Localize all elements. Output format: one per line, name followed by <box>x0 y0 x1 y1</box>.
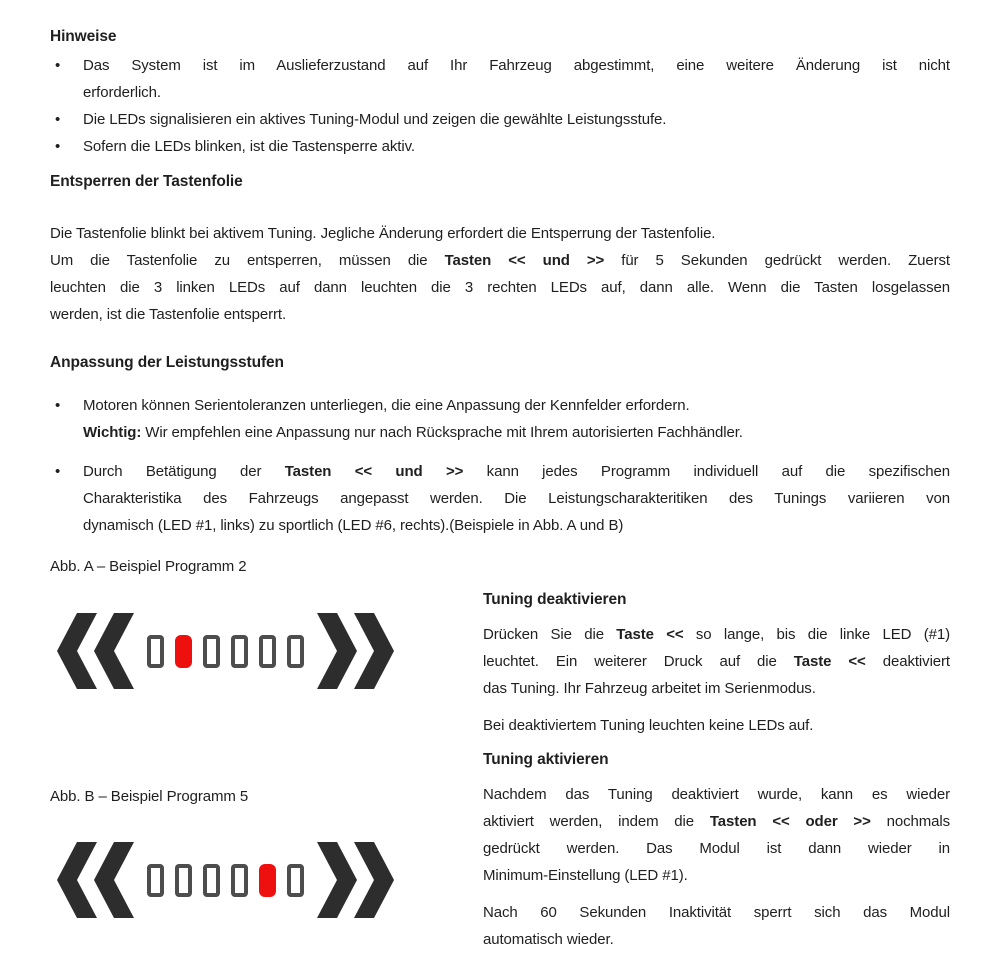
text-line: Nachdem das Tuning deaktiviert wurde, kann es wieder <box>483 786 950 803</box>
text-line: Sofern die LEDs blinken, ist die Tastensperre aktiv. <box>83 138 415 155</box>
led-1-off <box>147 635 164 668</box>
text-line: Die Tastenfolie blinkt bei aktivem Tuning. Jegliche Änderung erfordert die Entsperrung der Tastenfolie. <box>50 225 716 242</box>
led-row-a <box>147 635 304 668</box>
led-2-off <box>175 864 192 897</box>
section-heading-anpassung: Anpassung der Leistungsstufen <box>50 354 284 371</box>
bullet-marker: • <box>55 57 61 74</box>
figure-b-caption: Abb. B – Beispiel Programm 5 <box>50 788 249 805</box>
text-line: Die LEDs signalisieren ein aktives Tuning-Modul und zeigen die gewählte Leistungsstufe. <box>83 111 667 128</box>
bullet-text <box>83 106 950 133</box>
bullet-marker: • <box>55 138 61 155</box>
text-line: Nach 60 Sekunden Inaktivität sperrt sich das Modul <box>483 904 950 921</box>
led-3-off <box>203 864 220 897</box>
double-chevron-left-icon <box>57 842 135 918</box>
text-line: leuchten die 3 linken LEDs auf dann leuchten die 3 rechten LEDs auf, dann alle. Wenn die Tasten losgelassen <box>50 279 950 296</box>
text-line: Bei deaktiviertem Tuning leuchten keine LEDs auf. <box>483 717 814 734</box>
led-4-off <box>231 635 248 668</box>
figure-b-led-display <box>57 840 394 920</box>
double-chevron-right-icon <box>316 842 394 918</box>
led-5-off <box>259 635 276 668</box>
bullet-text <box>83 52 950 106</box>
text-line: leuchtet. Ein weiterer Druck auf die Taste << deaktiviert <box>483 653 951 670</box>
led-row-b <box>147 864 304 897</box>
text-line: erforderlich. <box>83 84 161 101</box>
text-line: dynamisch (LED #1, links) zu sportlich (LED #6, rechts).(Beispiele in Abb. A und B) <box>83 517 624 534</box>
text-line: automatisch wieder. <box>483 931 614 948</box>
bullet-text <box>83 458 950 539</box>
bullet-item <box>50 458 950 539</box>
heading-tuning-deaktivieren: Tuning deaktivieren <box>483 591 627 608</box>
text-line: Wichtig: Wir empfehlen eine Anpassung nur nach Rücksprache mit Ihrem autorisierten Fachhändler. <box>83 424 743 441</box>
led-2-on <box>175 635 192 668</box>
section-hinweise <box>50 26 950 160</box>
bullet-text <box>83 392 950 446</box>
paragraph <box>483 899 950 953</box>
led-5-on <box>259 864 276 897</box>
text-line: Das System ist im Auslieferzustand auf Ihr Fahrzeug abgestimmt, eine weitere Änderung ist nicht <box>83 57 950 74</box>
right-text-column <box>483 589 950 963</box>
bullet-item <box>50 133 950 160</box>
text-line: das Tuning. Ihr Fahrzeug arbeitet im Serienmodus. <box>483 680 816 697</box>
text-line: gedrückt werden. Das Modul ist dann wieder in <box>483 840 950 857</box>
text-line: Drücken Sie die Taste << so lange, bis die linke LED (#1) <box>483 626 950 643</box>
paragraph <box>50 220 950 328</box>
led-1-off <box>147 864 164 897</box>
bullet-item <box>50 106 950 133</box>
heading-tuning-aktivieren: Tuning aktivieren <box>483 751 609 768</box>
text-line: aktiviert werden, indem die Tasten << oder >> nochmals <box>483 813 950 830</box>
paragraph <box>483 712 950 739</box>
figure-a-led-display <box>57 611 394 691</box>
text-line: Durch Betätigung der Tasten << und >> kann jedes Programm individuell auf die spezifischen <box>83 463 950 480</box>
text-line: werden, ist die Tastenfolie entsperrt. <box>50 306 287 323</box>
bullet-marker: • <box>55 397 61 414</box>
bullet-item <box>50 52 950 106</box>
led-6-off <box>287 635 304 668</box>
bullet-marker: • <box>55 111 61 128</box>
text-line: Um die Tastenfolie zu entsperren, müssen die Tasten << und >> für 5 Sekunden gedrückt werden. Zuerst <box>50 252 951 269</box>
text-line: Charakteristika des Fahrzeugs angepasst werden. Die Leistungscharakteritiken des Tunings variieren von <box>83 490 950 507</box>
led-3-off <box>203 635 220 668</box>
section-heading-hinweise: Hinweise <box>50 28 117 45</box>
double-chevron-right-icon <box>316 613 394 689</box>
paragraph <box>483 621 950 702</box>
led-6-off <box>287 864 304 897</box>
bullet-marker: • <box>55 463 61 480</box>
text-line: Motoren können Serientoleranzen unterliegen, die eine Anpassung der Kennfelder erfordern. <box>83 397 690 414</box>
double-chevron-left-icon <box>57 613 135 689</box>
bullet-item <box>50 392 950 446</box>
led-4-off <box>231 864 248 897</box>
section-anpassung <box>50 352 950 539</box>
paragraph <box>483 781 950 889</box>
bullet-text <box>83 133 950 160</box>
section-entsperren <box>50 171 950 328</box>
figure-a-caption: Abb. A – Beispiel Programm 2 <box>50 558 247 575</box>
section-heading-entsperren: Entsperren der Tastenfolie <box>50 173 243 190</box>
text-line: Minimum-Einstellung (LED #1). <box>483 867 688 884</box>
